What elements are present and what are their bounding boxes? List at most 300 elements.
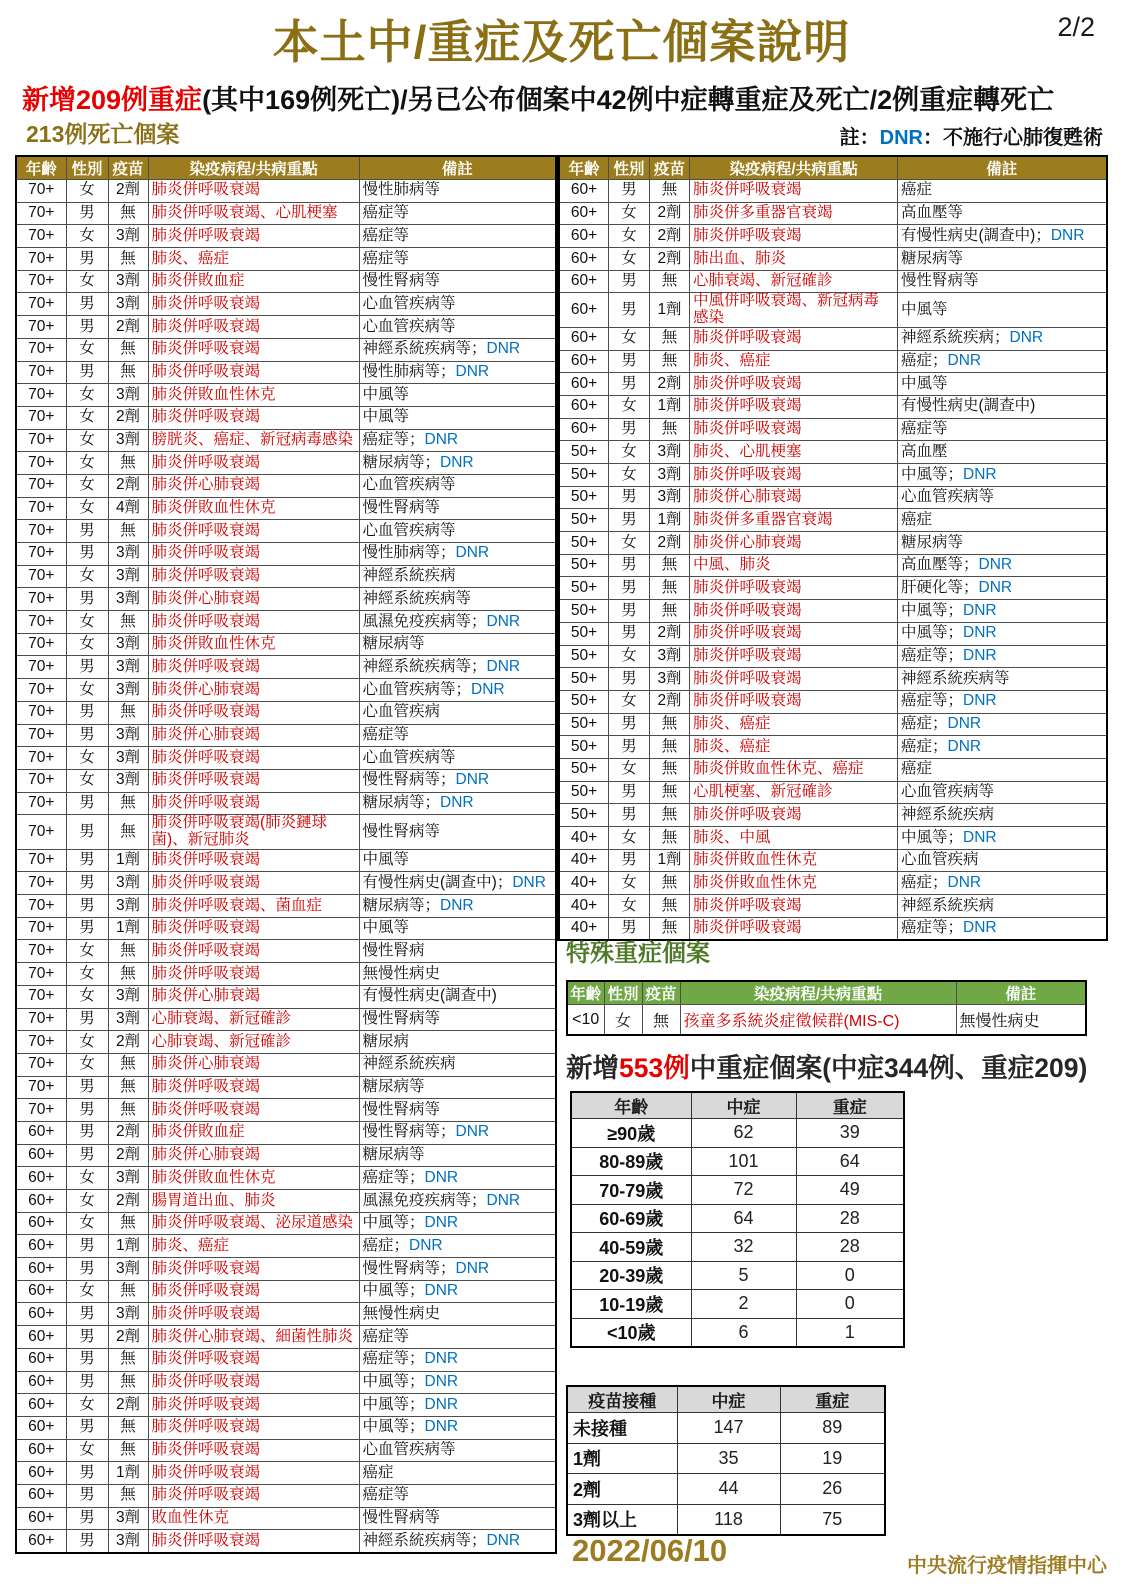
- note-cell: 慢性腎病等: [898, 270, 1107, 293]
- vaccine-cell: 無: [108, 1439, 148, 1462]
- course-cell: 肺炎併呼吸衰竭: [148, 701, 359, 724]
- course-cell: 肺炎併呼吸衰竭: [148, 940, 359, 963]
- sex-cell: 女: [604, 1005, 642, 1036]
- note-cell: 無慢性病史: [359, 963, 556, 986]
- vaccine-cell: 無: [650, 895, 690, 918]
- case-row: [16, 588, 556, 611]
- dnr-note-prefix: 註：: [839, 127, 880, 149]
- table-row: [567, 1474, 885, 1505]
- dnr-label: DNR: [963, 465, 997, 483]
- course-cell: 肺炎併呼吸衰竭: [690, 600, 898, 623]
- course-cell: 腸胃道出血、肺炎: [148, 1190, 359, 1213]
- age-cell: 70+: [16, 406, 66, 429]
- note-cell: 中風等；DNR: [359, 1416, 556, 1439]
- age-cell: 70+: [16, 1008, 66, 1031]
- course-cell: 肺炎併呼吸衰竭: [148, 565, 359, 588]
- course-cell: 肺炎、癌症: [148, 248, 359, 271]
- age-cell: 70+: [16, 895, 66, 918]
- dnr-label: DNR: [455, 544, 490, 562]
- case-row: [559, 645, 1107, 668]
- sex-cell: 女: [66, 611, 108, 634]
- dnr-label: DNR: [963, 647, 997, 664]
- dnr-label: DNR: [486, 340, 521, 358]
- age-cell: 60+: [559, 202, 609, 225]
- age-cell: 60+: [16, 1507, 66, 1530]
- note-cell: 中風等；DNR: [898, 622, 1107, 645]
- row-label: 1劑: [567, 1443, 677, 1474]
- note-cell: 心血管疾病等: [359, 1439, 556, 1462]
- case-row: [16, 1121, 556, 1144]
- course-cell: 肺炎併敗血性休克: [148, 384, 359, 407]
- note-cell: 有慢性病史(調查中): [359, 985, 556, 1008]
- age-cell: 70+: [16, 543, 66, 566]
- sex-cell: 男: [609, 781, 650, 804]
- age-cell: 50+: [559, 713, 609, 736]
- vaccine-cell: 3劑: [108, 872, 148, 895]
- dnr-label: DNR: [963, 919, 997, 937]
- age-cell: 70+: [16, 815, 66, 849]
- vaccine-cell: 3劑: [650, 464, 690, 487]
- age-cell: 70+: [16, 872, 66, 895]
- vaccine-cell: 1劑: [650, 509, 690, 532]
- value-cell: 28: [796, 1233, 904, 1262]
- vaccine-cell: 2劑: [108, 180, 148, 203]
- course-cell: 心肺衰竭、新冠確診: [690, 270, 898, 293]
- dnr-label: DNR: [440, 794, 474, 812]
- course-cell: 肺出血、肺炎: [690, 248, 898, 271]
- value-cell: 0: [796, 1290, 904, 1319]
- vaccine-cell: 2劑: [108, 1031, 148, 1054]
- case-row: [16, 1167, 556, 1190]
- case-row: [559, 293, 1107, 327]
- dnr-label: DNR: [409, 1236, 443, 1254]
- age-cell: 60+: [16, 1235, 66, 1258]
- sex-cell: 男: [66, 872, 108, 895]
- value-cell: 101: [691, 1147, 796, 1176]
- page-title: 本土中/重症及死亡個案說明: [272, 16, 851, 68]
- death-table-left-header: [16, 156, 556, 180]
- case-row: [16, 792, 556, 815]
- death-table-left: [15, 155, 557, 1554]
- vaccine-cell: 2劑: [108, 1394, 148, 1417]
- row-label: 20-39歲: [571, 1261, 691, 1290]
- vaccine-cell: 3劑: [108, 1530, 148, 1553]
- dnr-label: DNR: [978, 578, 1013, 596]
- course-cell: 心肌梗塞、新冠確診: [690, 781, 898, 804]
- age-cell: 60+: [16, 1394, 66, 1417]
- note-cell: 癌症等: [359, 225, 556, 248]
- vaccine-cell: 3劑: [108, 633, 148, 656]
- course-cell: 肺炎併呼吸衰竭: [148, 361, 359, 384]
- note-cell: 糖尿病等: [359, 1076, 556, 1099]
- dnr-label: DNR: [424, 1395, 459, 1413]
- age-cell: 60+: [16, 1212, 66, 1235]
- sex-cell: 男: [609, 804, 650, 827]
- dnr-label: DNR: [424, 1168, 459, 1186]
- case-row: [559, 180, 1107, 203]
- age-cell: 60+: [16, 1348, 66, 1371]
- age-cell: 60+: [559, 180, 609, 203]
- age-cell: 50+: [559, 532, 609, 555]
- headline: [22, 78, 1054, 117]
- case-row: [16, 1212, 556, 1235]
- note-cell: 癌症等；DNR: [898, 917, 1107, 940]
- course-cell: 肺炎併心肺衰竭、細菌性肺炎: [148, 1326, 359, 1349]
- table-row: [567, 1413, 885, 1444]
- vaccine-cell: 3劑: [650, 668, 690, 691]
- vaccine-cell: 無: [108, 1348, 148, 1371]
- column-header: 年齡: [16, 156, 66, 180]
- case-row: [559, 418, 1107, 441]
- case-row: [559, 327, 1107, 350]
- vaccine-cell: 1劑: [650, 849, 690, 872]
- course-cell: 肺炎併呼吸衰竭: [690, 395, 898, 418]
- course-cell: 肺炎、癌症: [690, 736, 898, 759]
- note-cell: 中風等；DNR: [898, 600, 1107, 623]
- course-cell: 肺炎併呼吸衰竭: [148, 316, 359, 339]
- note-cell: 糖尿病等；DNR: [359, 895, 556, 918]
- case-row: [559, 373, 1107, 396]
- sex-cell: 男: [66, 1326, 108, 1349]
- ms-headline-suffix: 中重症個案(中症344例、重症209): [689, 1053, 1088, 1083]
- vaccine-cell: 3劑: [108, 724, 148, 747]
- note-cell: 無慢性病史: [956, 1005, 1086, 1036]
- note-cell: 癌症等；DNR: [359, 1348, 556, 1371]
- note-cell: 慢性肺病等；DNR: [359, 543, 556, 566]
- note-cell: 癌症；DNR: [359, 1235, 556, 1258]
- course-cell: 肺炎併呼吸衰竭: [148, 1439, 359, 1462]
- vaccine-cell: 3劑: [108, 1507, 148, 1530]
- sex-cell: 男: [66, 1235, 108, 1258]
- value-cell: 0: [796, 1261, 904, 1290]
- dnr-label: DNR: [963, 624, 997, 642]
- note-cell: 糖尿病等: [359, 633, 556, 656]
- age-cell: 60+: [16, 1190, 66, 1213]
- case-row: [16, 1144, 556, 1167]
- value-cell: 64: [796, 1147, 904, 1176]
- sex-cell: 女: [66, 1167, 108, 1190]
- age-cell: 60+: [16, 1258, 66, 1281]
- vaccine-cell: 無: [108, 1371, 148, 1394]
- dnr-label: DNR: [455, 1259, 490, 1277]
- vaccine-cell: 無: [108, 701, 148, 724]
- vaccine-cell: 無: [108, 1076, 148, 1099]
- note-cell: 中風等；DNR: [359, 1280, 556, 1303]
- course-cell: 肺炎併呼吸衰竭(肺炎鏈球菌)、新冠肺炎: [148, 815, 359, 849]
- course-cell: 肺炎併呼吸衰竭: [148, 1280, 359, 1303]
- ms-headline-prefix: 新增: [566, 1053, 619, 1083]
- age-cell: 70+: [16, 792, 66, 815]
- sex-cell: 男: [66, 1507, 108, 1530]
- age-cell: 70+: [16, 769, 66, 792]
- case-row: [16, 679, 556, 702]
- sex-cell: 女: [66, 270, 108, 293]
- course-cell: 肺炎併呼吸衰竭: [148, 1076, 359, 1099]
- case-row: [16, 611, 556, 634]
- age-cell: 70+: [16, 963, 66, 986]
- vaccine-cell: 無: [108, 248, 148, 271]
- course-cell: 肺炎併呼吸衰竭: [690, 645, 898, 668]
- age-cell: 70+: [16, 656, 66, 679]
- sex-cell: 男: [609, 350, 650, 373]
- vaccine-cell: 無: [108, 815, 148, 849]
- case-row: [16, 316, 556, 339]
- course-cell: 肺炎併敗血症: [148, 1121, 359, 1144]
- sex-cell: 男: [66, 792, 108, 815]
- note-cell: 心血管疾病等: [898, 781, 1107, 804]
- vaccine-cell: 3劑: [108, 769, 148, 792]
- note-cell: 癌症等；DNR: [359, 1167, 556, 1190]
- vaccine-cell: 無: [108, 1099, 148, 1122]
- note-cell: 神經系統疾病: [359, 565, 556, 588]
- table-row: [571, 1290, 904, 1319]
- case-row: [559, 202, 1107, 225]
- course-cell: 肺炎併呼吸衰竭: [148, 1099, 359, 1122]
- special-severe-section-title: 特殊重症個案: [566, 940, 710, 967]
- value-cell: 49: [796, 1176, 904, 1205]
- age-cell: 60+: [16, 1484, 66, 1507]
- note-cell: 慢性腎病等: [359, 815, 556, 849]
- course-cell: 膀胱炎、癌症、新冠病毒感染: [148, 429, 359, 452]
- sex-cell: 男: [609, 486, 650, 509]
- case-row: [16, 1008, 556, 1031]
- age-cell: 60+: [559, 395, 609, 418]
- dnr-label: DNR: [486, 657, 521, 675]
- column-header: 疫苗: [642, 981, 680, 1005]
- vaccine-cell: 無: [650, 917, 690, 940]
- note-cell: 高血壓: [898, 441, 1107, 464]
- value-cell: 62: [691, 1119, 796, 1148]
- sex-cell: 女: [66, 338, 108, 361]
- age-cell: 60+: [559, 327, 609, 350]
- note-cell: 中風等；DNR: [359, 1394, 556, 1417]
- case-row: [16, 225, 556, 248]
- sex-cell: 女: [66, 963, 108, 986]
- sex-cell: 男: [66, 361, 108, 384]
- note-cell: 癌症等: [359, 1484, 556, 1507]
- sex-cell: 男: [66, 1121, 108, 1144]
- course-cell: 肺炎併呼吸衰竭: [148, 1530, 359, 1553]
- course-cell: 肺炎併呼吸衰竭: [148, 963, 359, 986]
- sex-cell: 女: [66, 1280, 108, 1303]
- row-label: 60-69歲: [571, 1204, 691, 1233]
- age-cell: 70+: [16, 225, 66, 248]
- vaccine-cell: 3劑: [108, 225, 148, 248]
- course-cell: 肺炎、癌症: [690, 350, 898, 373]
- note-cell: 心血管疾病: [898, 849, 1107, 872]
- age-cell: 70+: [16, 520, 66, 543]
- course-cell: 肺炎併多重器官衰竭: [690, 509, 898, 532]
- vaccine-cell: 3劑: [108, 985, 148, 1008]
- course-cell: 肺炎併敗血症: [148, 270, 359, 293]
- age-cell: 70+: [16, 849, 66, 872]
- note-cell: 心血管疾病等: [359, 293, 556, 316]
- case-row: [559, 804, 1107, 827]
- note-cell: 慢性腎病: [359, 940, 556, 963]
- sex-cell: 女: [66, 1212, 108, 1235]
- case-row: [16, 815, 556, 849]
- age-cell: 70+: [16, 701, 66, 724]
- case-row: [16, 180, 556, 203]
- case-row: [16, 565, 556, 588]
- vaccine-cell: 3劑: [108, 384, 148, 407]
- case-row: [559, 690, 1107, 713]
- vaccine-cell: 無: [650, 327, 690, 350]
- vaccine-cell: 3劑: [108, 656, 148, 679]
- age-cell: 50+: [559, 804, 609, 827]
- case-row: [559, 441, 1107, 464]
- note-cell: 心血管疾病等；DNR: [359, 679, 556, 702]
- age-cell: 40+: [559, 849, 609, 872]
- vaccine-cell: 2劑: [108, 1144, 148, 1167]
- age-cell: 50+: [559, 486, 609, 509]
- sex-cell: 女: [66, 225, 108, 248]
- course-cell: 肺炎、癌症: [148, 1235, 359, 1258]
- note-cell: 癌症等: [359, 1326, 556, 1349]
- vaccine-cell: 2劑: [650, 622, 690, 645]
- case-row: [559, 600, 1107, 623]
- age-cell: 50+: [559, 758, 609, 781]
- case-row: [16, 769, 556, 792]
- value-cell: 118: [677, 1504, 780, 1535]
- deaths-section-title: 213例死亡個案: [26, 121, 180, 147]
- vaccine-cell: 無: [108, 1484, 148, 1507]
- vaccine-cell: 無: [650, 781, 690, 804]
- sex-cell: 女: [66, 1031, 108, 1054]
- sex-cell: 女: [609, 202, 650, 225]
- table-row: [571, 1261, 904, 1290]
- course-cell: 肺炎併呼吸衰竭: [148, 1416, 359, 1439]
- age-cell: 70+: [16, 917, 66, 940]
- case-row: [559, 781, 1107, 804]
- sex-cell: 男: [66, 1076, 108, 1099]
- note-cell: 慢性肺病等；DNR: [359, 361, 556, 384]
- sex-cell: 男: [66, 895, 108, 918]
- course-cell: 肺炎併呼吸衰竭: [690, 668, 898, 691]
- sex-cell: 女: [66, 565, 108, 588]
- vaccine-cell: 2劑: [108, 474, 148, 497]
- vaccine-cell: 2劑: [650, 248, 690, 271]
- dnr-label: DNR: [978, 556, 1013, 574]
- case-row: [16, 1280, 556, 1303]
- vaccine-cell: 無: [642, 1005, 680, 1036]
- note-cell: 癌症等: [359, 248, 556, 271]
- case-row: [16, 1484, 556, 1507]
- sex-cell: 女: [66, 769, 108, 792]
- course-cell: 肺炎併呼吸衰竭、泌尿道感染: [148, 1212, 359, 1235]
- course-cell: 肺炎併呼吸衰竭: [148, 917, 359, 940]
- sex-cell: 女: [609, 225, 650, 248]
- column-header: 性別: [66, 156, 108, 180]
- age-cell: 70+: [16, 248, 66, 271]
- case-row: [16, 1099, 556, 1122]
- age-cell: 70+: [16, 633, 66, 656]
- dnr-label: DNR: [486, 612, 521, 630]
- case-row: [16, 338, 556, 361]
- note-cell: 中風等: [359, 384, 556, 407]
- age-cell: 50+: [559, 600, 609, 623]
- sex-cell: 男: [66, 1462, 108, 1485]
- sex-cell: 男: [66, 520, 108, 543]
- age-cell: 60+: [559, 350, 609, 373]
- row-label: 40-59歲: [571, 1233, 691, 1262]
- case-row: [16, 293, 556, 316]
- vaccine-cell: 2劑: [650, 532, 690, 555]
- note-cell: 中風等: [359, 917, 556, 940]
- case-row: [16, 248, 556, 271]
- case-row: [16, 1190, 556, 1213]
- age-cell: 50+: [559, 736, 609, 759]
- dnr-label: DNR: [424, 1282, 459, 1300]
- vaccine-cell: 3劑: [108, 1167, 148, 1190]
- sex-cell: 男: [66, 316, 108, 339]
- course-cell: 肺炎併心肺衰竭: [148, 474, 359, 497]
- dnr-label: DNR: [440, 453, 474, 471]
- column-header: 染疫病程/共病重點: [680, 981, 956, 1005]
- note-cell: 有慢性病史(調查中)；DNR: [898, 225, 1107, 248]
- table-row: [567, 1504, 885, 1535]
- sex-cell: 女: [609, 327, 650, 350]
- course-cell: 肺炎併呼吸衰竭: [690, 895, 898, 918]
- column-header: 備註: [898, 156, 1107, 180]
- course-cell: 肺炎併心肺衰竭: [148, 1053, 359, 1076]
- case-row: [16, 1530, 556, 1553]
- sex-cell: 男: [609, 668, 650, 691]
- sex-cell: 男: [66, 1258, 108, 1281]
- case-row: [16, 406, 556, 429]
- value-cell: 44: [677, 1474, 780, 1505]
- case-row: [559, 713, 1107, 736]
- course-cell: 孩童多系統炎症徵候群(MIS-C): [680, 1005, 956, 1036]
- age-cell: 50+: [559, 577, 609, 600]
- age-cell: 60+: [16, 1439, 66, 1462]
- vaccine-cell: 無: [108, 452, 148, 475]
- sex-cell: 男: [66, 1348, 108, 1371]
- sex-cell: 男: [609, 736, 650, 759]
- value-cell: 75: [780, 1504, 885, 1535]
- age-cell: <10: [567, 1005, 604, 1036]
- case-row: [16, 656, 556, 679]
- case-row: [16, 849, 556, 872]
- course-cell: 肺炎併呼吸衰竭: [148, 520, 359, 543]
- sex-cell: 女: [66, 452, 108, 475]
- case-row: [559, 532, 1107, 555]
- vaccine-cell: 無: [108, 202, 148, 225]
- note-cell: 慢性腎病等；DNR: [359, 1121, 556, 1144]
- table-row: [571, 1119, 904, 1148]
- sex-cell: 女: [66, 985, 108, 1008]
- note-cell: 慢性腎病等: [359, 1008, 556, 1031]
- sex-cell: 男: [66, 248, 108, 271]
- note-cell: 癌症: [898, 180, 1107, 203]
- column-header: 染疫病程/共病重點: [148, 156, 359, 180]
- sex-cell: 女: [66, 747, 108, 770]
- course-cell: 肺炎併呼吸衰竭: [690, 327, 898, 350]
- note-cell: 癌症等: [898, 418, 1107, 441]
- vaccine-cell: 3劑: [108, 1303, 148, 1326]
- age-cell: 60+: [16, 1280, 66, 1303]
- course-cell: 肺炎併呼吸衰竭: [148, 293, 359, 316]
- sex-cell: 男: [66, 1303, 108, 1326]
- note-cell: 風濕免疫疾病等；DNR: [359, 611, 556, 634]
- sex-cell: 女: [609, 532, 650, 555]
- case-row: [16, 429, 556, 452]
- course-cell: 肺炎、中風: [690, 827, 898, 850]
- sex-cell: 男: [609, 713, 650, 736]
- case-row: [559, 350, 1107, 373]
- case-row: [16, 724, 556, 747]
- case-row: [559, 270, 1107, 293]
